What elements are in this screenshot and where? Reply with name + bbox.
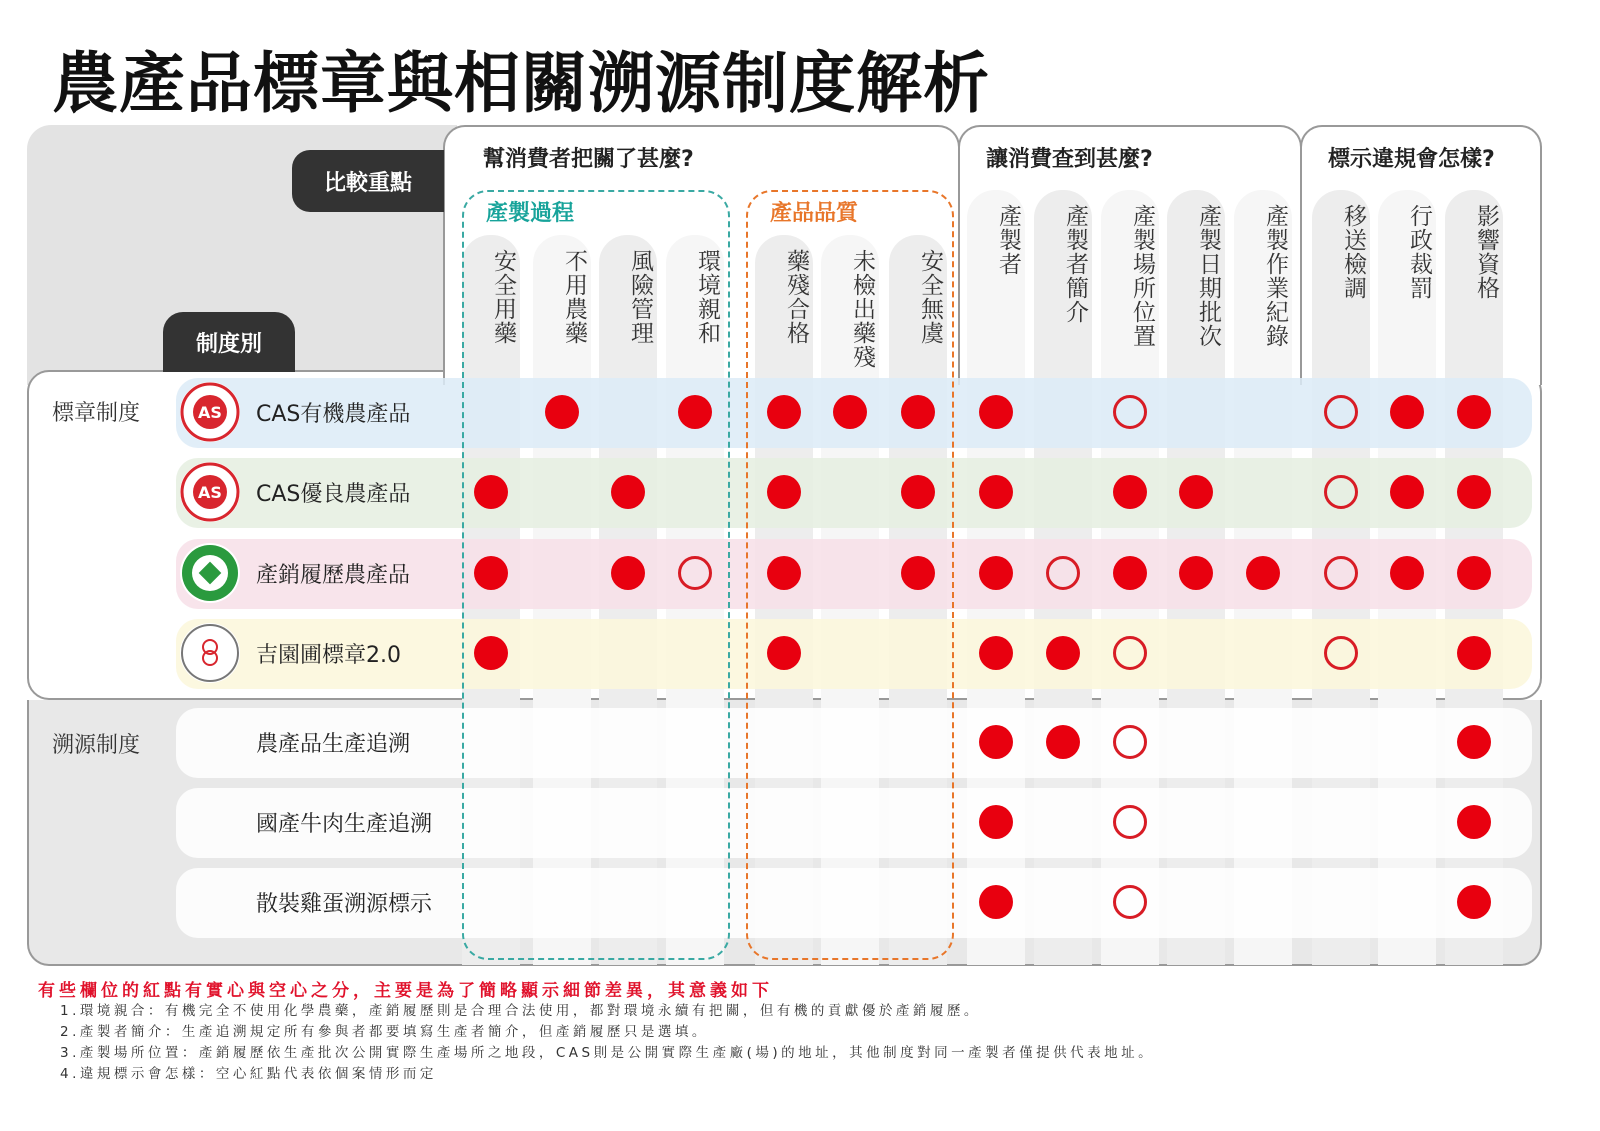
row-name: 農產品生產追溯 (256, 732, 411, 757)
column-header: 產製作業紀錄 (1262, 204, 1288, 348)
filled-dot-icon (1113, 556, 1147, 590)
open-dot-icon (1324, 475, 1358, 509)
open-dot-icon (1113, 636, 1147, 670)
row-name: 國產牛肉生產追溯 (256, 812, 433, 837)
filled-dot-icon (474, 556, 508, 590)
filled-dot-icon (678, 395, 712, 429)
open-dot-icon (1046, 556, 1080, 590)
column-header: 未檢出藥殘 (849, 249, 875, 369)
column-header: 環境親和 (694, 249, 720, 345)
filled-dot-icon (1457, 395, 1491, 429)
open-dot-icon (1113, 725, 1147, 759)
group-title-violation: 標示違規會怎樣? (1328, 147, 1495, 172)
row-name: 產銷履歷農產品 (256, 563, 411, 588)
column-header: 不用農藥 (561, 249, 587, 345)
filled-dot-icon (1457, 556, 1491, 590)
filled-dot-icon (979, 805, 1013, 839)
cas-organic-logo-icon (180, 382, 240, 442)
note-item: 4.違規標示會怎樣：空心紅點代表依個案情形而定 (60, 1066, 437, 1082)
filled-dot-icon (979, 556, 1013, 590)
filled-dot-icon (979, 885, 1013, 919)
row-name: 吉園圃標章2.0 (256, 643, 401, 668)
open-dot-icon (1113, 395, 1147, 429)
row-name: 散裝雞蛋溯源標示 (256, 892, 433, 917)
note-item: 1.環境親合：有機完全不使用化學農藥，產銷履歷則是合理合法使用，都對環境永續有把關，但有機的貢獻優於產銷履歷。 (60, 1003, 981, 1019)
filled-dot-icon (979, 636, 1013, 670)
filled-dot-icon (1457, 885, 1491, 919)
filled-dot-icon (545, 395, 579, 429)
filled-dot-icon (1457, 725, 1491, 759)
open-dot-icon (1324, 636, 1358, 670)
filled-dot-icon (1179, 556, 1213, 590)
filled-dot-icon (833, 395, 867, 429)
column-header: 產製者簡介 (1062, 204, 1088, 324)
filled-dot-icon (1390, 556, 1424, 590)
column-header: 產製場所位置 (1129, 204, 1155, 348)
section-label-trace: 溯源制度 (52, 733, 141, 758)
filled-dot-icon (1390, 475, 1424, 509)
filled-dot-icon (767, 636, 801, 670)
system-tag: 制度別 (163, 312, 295, 372)
filled-dot-icon (1113, 475, 1147, 509)
group-title-protect: 幫消費者把關了甚麼? (483, 147, 694, 172)
filled-dot-icon (1046, 636, 1080, 670)
row-name: CAS優良農產品 (256, 482, 411, 507)
column-header: 移送檢調 (1340, 204, 1366, 300)
filled-dot-icon (1457, 805, 1491, 839)
column-header: 行政裁罰 (1406, 204, 1432, 300)
ggap-logo-icon (180, 623, 240, 683)
filled-dot-icon (901, 395, 935, 429)
column-header: 風險管理 (627, 249, 653, 345)
note-item: 2.產製者簡介：生產追溯規定所有參與者都要填寫生產者簡介，但產銷履歷只是選填。 (60, 1024, 709, 1040)
svg-text:AS: AS (198, 483, 222, 502)
tap-logo-icon (180, 543, 240, 603)
filled-dot-icon (1390, 395, 1424, 429)
section-label-labels: 標章制度 (52, 401, 141, 426)
notes (38, 976, 1155, 1085)
open-dot-icon (678, 556, 712, 590)
filled-dot-icon (901, 475, 935, 509)
filled-dot-icon (474, 475, 508, 509)
open-dot-icon (1324, 395, 1358, 429)
column-header: 影響資格 (1473, 204, 1499, 300)
notes-heading: 有些欄位的紅點有實心與空心之分，主要是為了簡略顯示細節差異，其意義如下 (38, 981, 773, 1001)
subgroup-process: 產製過程 (482, 196, 578, 227)
page-title: 農產品標章與相關溯源制度解析 (52, 45, 990, 122)
filled-dot-icon (611, 475, 645, 509)
open-dot-icon (1113, 885, 1147, 919)
svg-text:AS: AS (198, 403, 222, 422)
filled-dot-icon (979, 395, 1013, 429)
filled-dot-icon (979, 475, 1013, 509)
column-header: 安全用藥 (490, 249, 516, 345)
column-header: 安全無虞 (917, 249, 943, 345)
group-title-trace: 讓消費查到甚麼? (986, 147, 1153, 172)
subgroup-quality: 產品品質 (766, 196, 862, 227)
filled-dot-icon (767, 395, 801, 429)
filled-dot-icon (767, 556, 801, 590)
row-name: CAS有機農產品 (256, 402, 411, 427)
filled-dot-icon (474, 636, 508, 670)
filled-dot-icon (1179, 475, 1213, 509)
cas-quality-logo-icon (180, 462, 240, 522)
column-header: 產製者 (995, 204, 1021, 276)
column-header: 藥殘合格 (783, 249, 809, 345)
filled-dot-icon (767, 475, 801, 509)
filled-dot-icon (1246, 556, 1280, 590)
open-dot-icon (1324, 556, 1358, 590)
open-dot-icon (1113, 805, 1147, 839)
filled-dot-icon (1457, 475, 1491, 509)
filled-dot-icon (979, 725, 1013, 759)
note-item: 3.產製場所位置：產銷履歷依生產批次公開實際生產場所之地段，CAS則是公開實際生產廠(場)的地址，其他制度對同一產製者僅提供代表地址。 (60, 1045, 1156, 1061)
column-header: 產製日期批次 (1195, 204, 1221, 348)
filled-dot-icon (1457, 636, 1491, 670)
filled-dot-icon (901, 556, 935, 590)
compare-tag: 比較重點 (292, 150, 444, 212)
filled-dot-icon (611, 556, 645, 590)
filled-dot-icon (1046, 725, 1080, 759)
